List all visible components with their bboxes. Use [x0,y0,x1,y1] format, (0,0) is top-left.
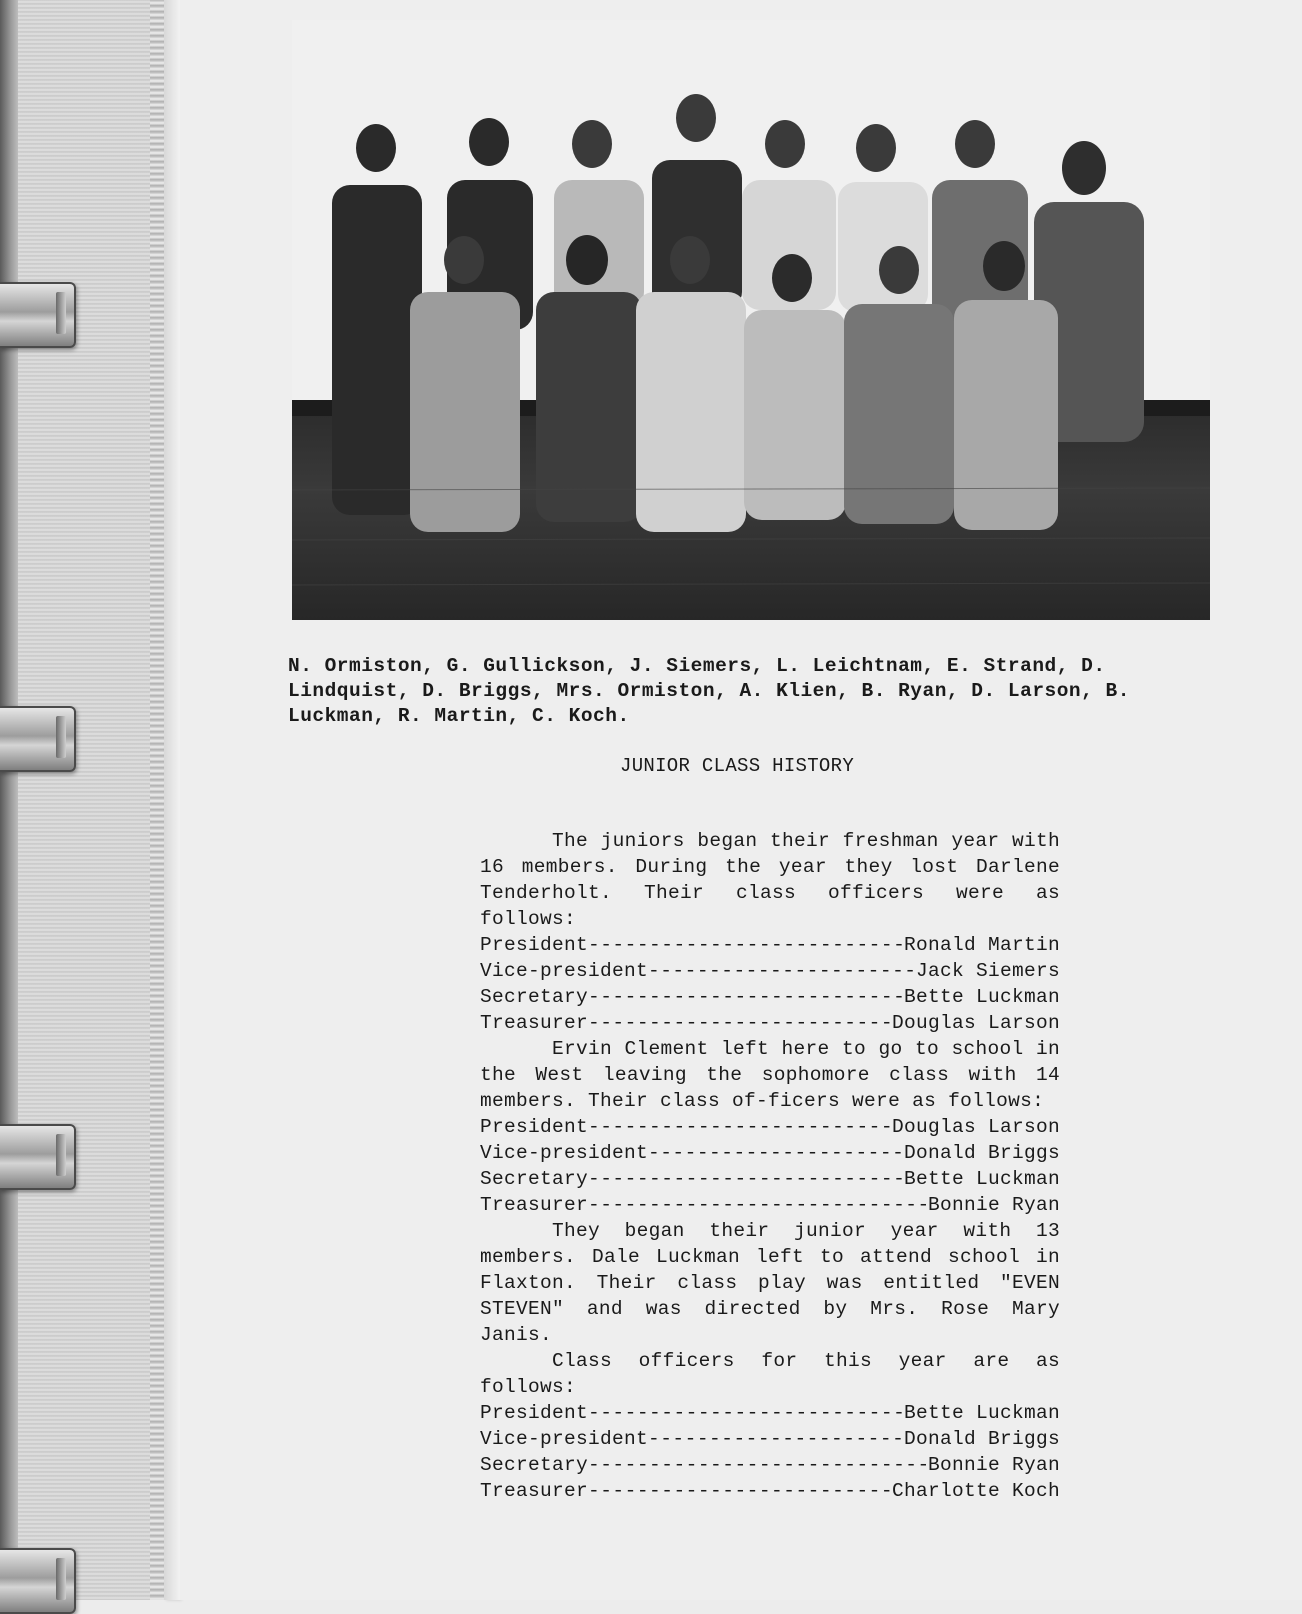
binder-band [150,0,164,1600]
officer-name: Donald Briggs [903,1142,1060,1164]
officer-role: Secretary [480,1454,589,1476]
officer-line [480,932,1060,958]
officer-line [480,1400,1060,1426]
history-paragraph: They began their junior year with 13 members. Dale Luckman left to attend school in Flaxton. Their class play was entitled "EVEN STEVEN" and was directed by Mrs. Rose Mary Janis. [480,1220,1060,1346]
officer-role: Treasurer [480,1194,589,1216]
officer-name: Ronald Martin [903,934,1060,956]
officer-name: Douglas Larson [891,1116,1060,1138]
officer-line [480,1192,1060,1218]
officer-line [480,1426,1060,1452]
officer-name: Bonnie Ryan [927,1194,1060,1216]
dash-leader [588,1114,892,1140]
officer-name: Bette Luckman [903,1168,1060,1190]
officer-role: President [480,1402,589,1424]
officer-name: Charlotte Koch [891,1480,1060,1502]
officer-role: Treasurer [480,1012,589,1034]
officer-name: Bette Luckman [903,1402,1060,1424]
officer-role: President [480,1116,589,1138]
officer-line [480,1452,1060,1478]
class-history [480,828,1060,1504]
dash-leader [588,1192,928,1218]
dash-leader [648,1426,904,1452]
officer-name: Donald Briggs [903,1428,1060,1450]
officer-line [480,1166,1060,1192]
officer-name: Jack Siemers [915,960,1060,982]
history-paragraph: Ervin Clement left here to go to school in the West leaving the sophomore class with 14 members. Their class of-ficers were as follows: [480,1038,1060,1112]
binder-clip [0,1124,76,1190]
officer-name: Bette Luckman [903,986,1060,1008]
officer-line [480,1010,1060,1036]
officer-role: Vice-president [480,960,649,982]
dash-leader [588,1452,928,1478]
history-paragraph: The juniors began their freshman year with 16 members. During the year they lost Darlene Tenderholt. Their class officers were as follows: [480,830,1060,930]
officer-line [480,1478,1060,1504]
class-photograph [292,20,1210,620]
officer-name: Bonnie Ryan [927,1454,1060,1476]
history-paragraph: Class officers for this year are as follows: [480,1350,1060,1398]
dash-leader [588,1166,904,1192]
binder-edge [0,0,18,1600]
binder-strip [0,0,180,1600]
officer-role: Treasurer [480,1480,589,1502]
dash-leader [588,1478,892,1504]
dash-leader [648,1140,904,1166]
officer-role: Vice-president [480,1428,649,1450]
dash-leader [588,1400,904,1426]
officer-line [480,1114,1060,1140]
officer-role: Secretary [480,986,589,1008]
binder-page-edge [164,0,180,1600]
dash-leader [588,984,904,1010]
binder-clip [0,706,76,772]
dash-leader [588,932,904,958]
officer-role: President [480,934,589,956]
group-photo-illustration [292,20,1210,620]
officer-line [480,984,1060,1010]
binder-clip [0,282,76,348]
officer-name: Douglas Larson [891,1012,1060,1034]
photo-caption: N. Ormiston, G. Gullickson, J. Siemers, L. Leichtnam, E. Strand, D. Lindquist, D. Briggs, Mrs. Ormiston, A. Klien, B. Ryan, D. Larson, B. Luckman, R. Martin, C. Koch. [288,655,1130,727]
dash-leader [648,958,916,984]
officer-role: Secretary [480,1168,589,1190]
dash-leader [588,1010,892,1036]
binder-clip [0,1548,76,1614]
officer-role: Vice-president [480,1142,649,1164]
section-heading: JUNIOR CLASS HISTORY [620,755,855,777]
officer-line [480,958,1060,984]
officer-line [480,1140,1060,1166]
